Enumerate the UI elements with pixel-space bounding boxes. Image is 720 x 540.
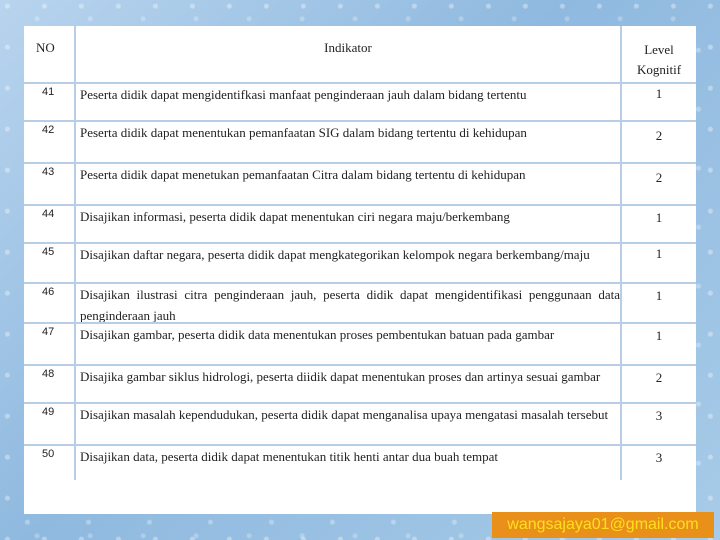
- row-level: 1: [655, 210, 663, 225]
- header-indikator: Indikator: [324, 40, 372, 55]
- indicator-table: [24, 26, 696, 514]
- row-indikator: Disajika gambar siklus hidrologi, peserta diidik dapat menentukan proses dan artinya sesuai gambar: [80, 369, 601, 384]
- row-level: 3: [655, 408, 663, 423]
- row-level: 1: [655, 246, 663, 261]
- row-indikator: Disajikan masalah kependudukan, peserta didik dapat menganalisa upaya mengatasi masalah tersebut: [80, 407, 609, 422]
- row-indikator: Peserta didik dapat menentukan pemanfaatan SIG dalam bidang tertentu di kehidupan: [80, 125, 527, 140]
- row-level: 2: [655, 370, 663, 385]
- row-indikator: Peserta didik dapat mengidentifkasi manfaat penginderaan jauh dalam bidang tertentu: [80, 87, 527, 102]
- row-no: 44: [42, 208, 55, 220]
- row-level: 2: [655, 170, 663, 185]
- row-indikator: Disajikan daftar negara, peserta didik dapat mengkategorikan kelompok negara berkembang/maju: [80, 247, 590, 262]
- row-level: 2: [655, 128, 663, 143]
- row-no: 46: [42, 286, 55, 298]
- row-indikator: Peserta didik dapat menetukan pemanfaatan Citra dalam bidang tertentu di kehidupan: [80, 167, 526, 182]
- row-level: 1: [655, 328, 663, 343]
- indicator-table-sheet: [24, 26, 696, 514]
- author-email-banner: wangsajaya01@gmail.com: [492, 512, 714, 538]
- row-indikator: Disajikan informasi, peserta didik dapat menentukan ciri negara maju/berkembang: [80, 209, 510, 224]
- row-no: 43: [42, 166, 55, 178]
- row-no: 42: [42, 124, 55, 136]
- row-no: 49: [42, 406, 55, 418]
- header-no: NO: [36, 40, 55, 55]
- row-indikator: Disajikan gambar, peserta didik data menentukan proses pembentukan batuan pada gambar: [80, 327, 555, 342]
- row-indikator: Disajikan data, peserta didik dapat menentukan titik henti antar dua buah tempat: [80, 449, 499, 464]
- header-level-kognitif: [622, 26, 696, 82]
- row-level: 1: [655, 288, 663, 303]
- row-indikator: Disajikan ilustrasi citra penginderaan jauh, peserta didik dapat mengidentifikasi penggunaan data penginderaan jauh: [80, 287, 620, 322]
- row-no: 47: [42, 326, 55, 338]
- header-level-line2: Kognitif: [636, 62, 682, 77]
- row-level: 3: [655, 450, 663, 465]
- row-no: 41: [42, 86, 55, 98]
- row-no: 50: [42, 448, 55, 460]
- row-no: 45: [42, 246, 55, 258]
- row-level: 1: [655, 86, 663, 101]
- row-no: 48: [42, 368, 55, 380]
- header-level-line1: Level: [644, 42, 674, 57]
